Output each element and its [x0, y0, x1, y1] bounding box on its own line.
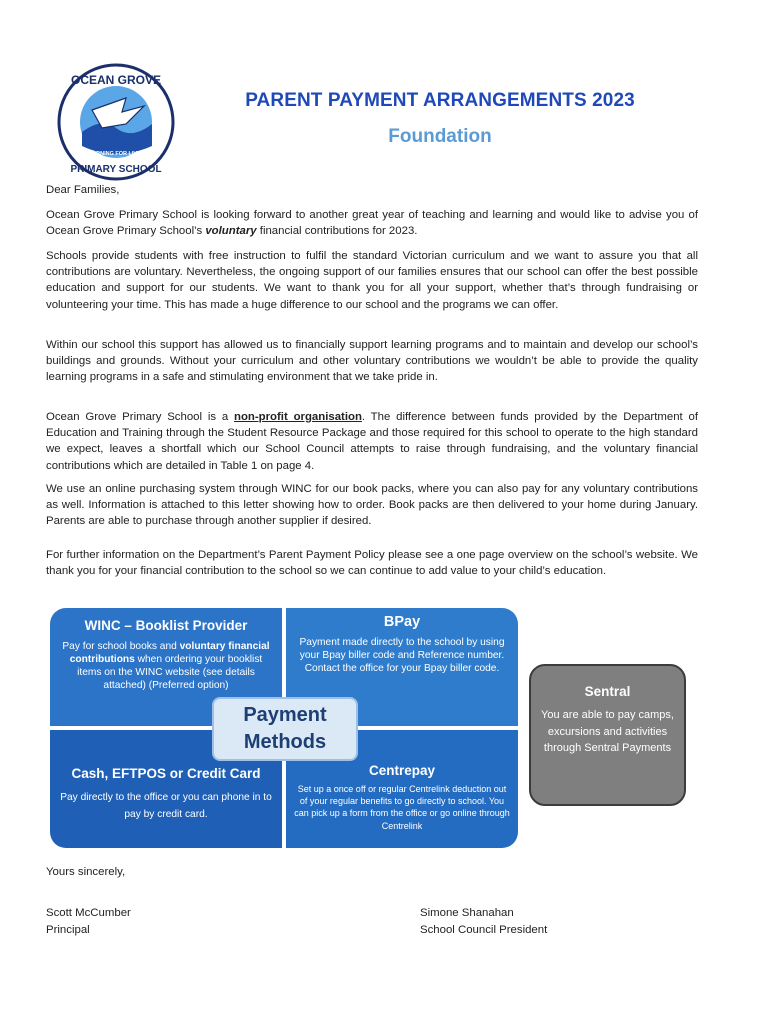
paragraph-6 [46, 547, 698, 586]
p4-emphasis: non-profit organisation [234, 411, 362, 423]
cash-body: Pay directly to the office or you can phone in to pay by credit card. [60, 792, 272, 820]
winc-body-c: when ordering your booklist items on the WINC website (see details attached) (Preferred option) [77, 654, 263, 691]
sentral-panel [529, 664, 686, 806]
p1-text-c: financial contributions for 2023. [256, 225, 418, 238]
principal-name: Scott McCumber [46, 907, 131, 919]
p1-emphasis: voluntary [205, 225, 257, 238]
bpay-body: Payment made directly to the school by using your Bpay biller code and Reference number. Contact the office for your Bpay biller code. [299, 637, 505, 674]
sentral-title: Sentral [584, 684, 631, 699]
bpay-title: BPay [383, 614, 421, 630]
principal-role: Principal [46, 924, 90, 936]
signoff: Yours sincerely, [46, 866, 126, 878]
page-title: PARENT PAYMENT ARRANGEMENTS 2023 [245, 90, 635, 111]
sentral-body: You are able to pay camps, excursions and activities through Sentral Payments [541, 709, 674, 754]
p5-text: We use an online purchasing system through WINC for our book packs, where you can also pay for any voluntary contributions as well. Information is attached to this letter showing how to order. Book packs are then delivered to your home during January. Parents are able to purchase through another supplier if desired. [46, 483, 698, 528]
paragraph-1 [46, 207, 698, 246]
p1-text-a: Ocean Grove Primary School is looking forward to another great year of teaching and learning and would like to advise you of Ocean Grove Primary School’s [46, 209, 698, 238]
paragraph-3 [46, 337, 698, 393]
president-role: School Council President [420, 924, 548, 936]
signature-president [420, 905, 547, 939]
p4-text-a: Ocean Grove Primary School is a [46, 411, 234, 423]
page-subtitle: Foundation [388, 126, 492, 147]
president-name: Simone Shanahan [420, 907, 514, 919]
payment-methods-line2: Methods [243, 731, 327, 753]
p2-text: Schools provide students with free instruction to fulfil the standard Victorian curriculum and we want to assure you that all contributions are voluntary. Nevertheless, the ongoing support of our families ensures that our school can offer the best possible education and support for our students. We want to thank you for all your support, whether that’s through fundraising or volunteering your time. This has made a huge difference to our school and the programs we can offer. [46, 250, 698, 311]
paragraph-4 [46, 409, 698, 481]
winc-body-b: voluntary financial contributions [69, 641, 270, 665]
paragraph-2 [46, 248, 698, 320]
payment-methods-line1: Payment [243, 704, 327, 726]
logo-tagline: LEARNING FOR LIVING [85, 151, 147, 157]
centrepay-title: Centrepay [368, 763, 436, 778]
paragraph-5 [46, 481, 698, 537]
cash-title: Cash, EFTPOS or Credit Card [71, 766, 261, 781]
p3-text: Within our school this support has allowed us to financially support learning programs and to maintain and develop our school’s buildings and grounds. Without your curriculum and other voluntary contributions we wouldn’t be able to provide the quality learning programs in a safe and stimulating environment that we take pride in. [46, 339, 698, 384]
payment-methods-label [212, 697, 358, 761]
p4-text-c: . The difference between funds provided by the Department of Education and Training through the Student Resource Package and those required for this school to operate to the high standard we expect, leaves a shortfall which our School Council attempts to raise through fundraising, and the voluntary financial contributions which are detailed in Table 1 on page 4. [46, 411, 699, 472]
logo-bottom-text: PRIMARY SCHOOL [70, 164, 162, 175]
winc-body [50, 640, 282, 692]
winc-title: WINC – Booklist Provider [84, 618, 248, 633]
winc-body-a: Pay for school books and [62, 641, 180, 652]
school-logo [52, 62, 180, 182]
centrepay-body: Set up a once off or regular Centrelink deduction out of your regular benefits to go directly to school. You can pick up a form from the office or go online through Centrelink [294, 784, 510, 831]
logo-top-text: OCEAN GROVE [70, 73, 162, 87]
greeting: Dear Families, [46, 184, 120, 196]
signature-principal [46, 905, 131, 939]
p6-text: For further information on the Department’s Parent Payment Policy please see a one page overview on the school’s website. We thank you for your financial contribution to the school so we can continue to add value to your child’s education. [46, 549, 698, 578]
